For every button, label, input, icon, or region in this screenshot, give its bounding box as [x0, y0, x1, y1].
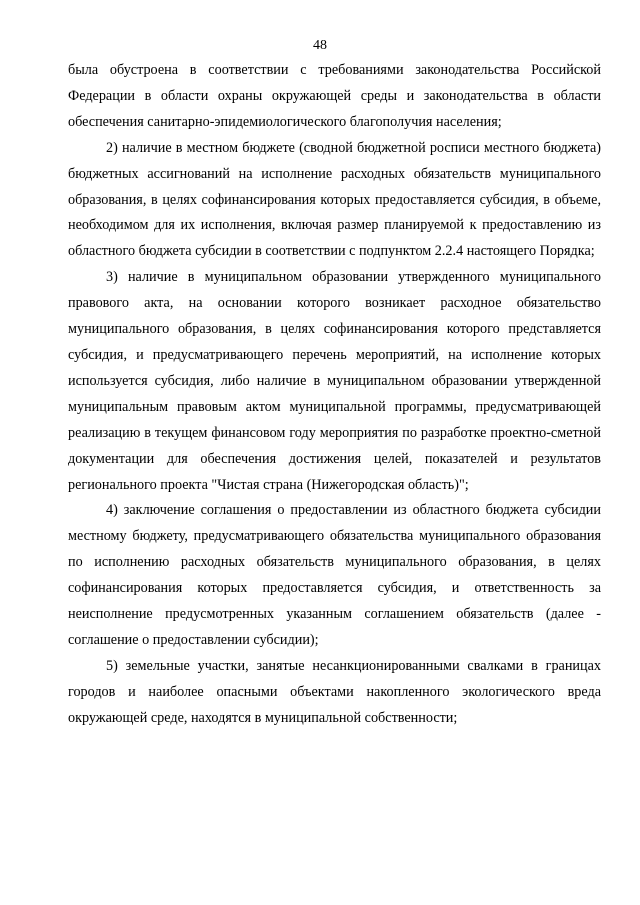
paragraph-continuation: была обустроена в соответствии с требованиями законодательства Российской Федерации в области охраны окружающей среды и законодательства в области обеспечения санитарно-эпидемиологического благополучия населения; — [68, 62, 601, 130]
document-body — [68, 58, 601, 732]
paragraph-item-4: 4) заключение соглашения о предоставлении из областного бюджета субсидии местному бюджету, предусматривающего обязательства муниципального образования по исполнению расходных обязательств муниципального образования, в целях софинансирования которых предоставляется субсидия, и ответственность за неисполнение предусмотренных указанным соглашением обязательств (далее - соглашение о предоставлении субсидии); — [68, 502, 601, 648]
paragraph-item-3: 3) наличие в муниципальном образовании утвержденного муниципального правового акта, на основании которого возникает расходное обязательство муниципального образования, в целях софинансирования которого представляется субсидия, и предусматривающего перечень мероприятий, на исполнение которых используется субсидия, либо наличие в муниципальном образовании утвержденной муниципальным правовым актом муниципальной программы, предусматривающей реализацию в текущем финансовом году мероприятия по разработке проектно-сметной документации для обеспечения достижения целей, показателей и результатов регионального проекта "Чистая страна (Нижегородская область)"; — [68, 269, 601, 493]
paragraph-item-2: 2) наличие в местном бюджете (сводной бюджетной росписи местного бюджета) бюджетных ассигнований на исполнение расходных обязательств муниципального образования, в целях софинансирования которых предоставляется субсидия, в объеме, необходимом для их исполнения, включая размер планируемой к предоставлению из областного бюджета субсидии в соответствии с подпунктом 2.2.4 настоящего Порядка; — [68, 139, 601, 260]
page-number: 48 — [313, 38, 327, 53]
paragraph-item-5: 5) земельные участки, занятые несанкционированными свалками в границах городов и наиболее опасными объектами накопленного экологического вреда окружающей среде, находятся в муниципальной собственности; — [68, 657, 601, 726]
